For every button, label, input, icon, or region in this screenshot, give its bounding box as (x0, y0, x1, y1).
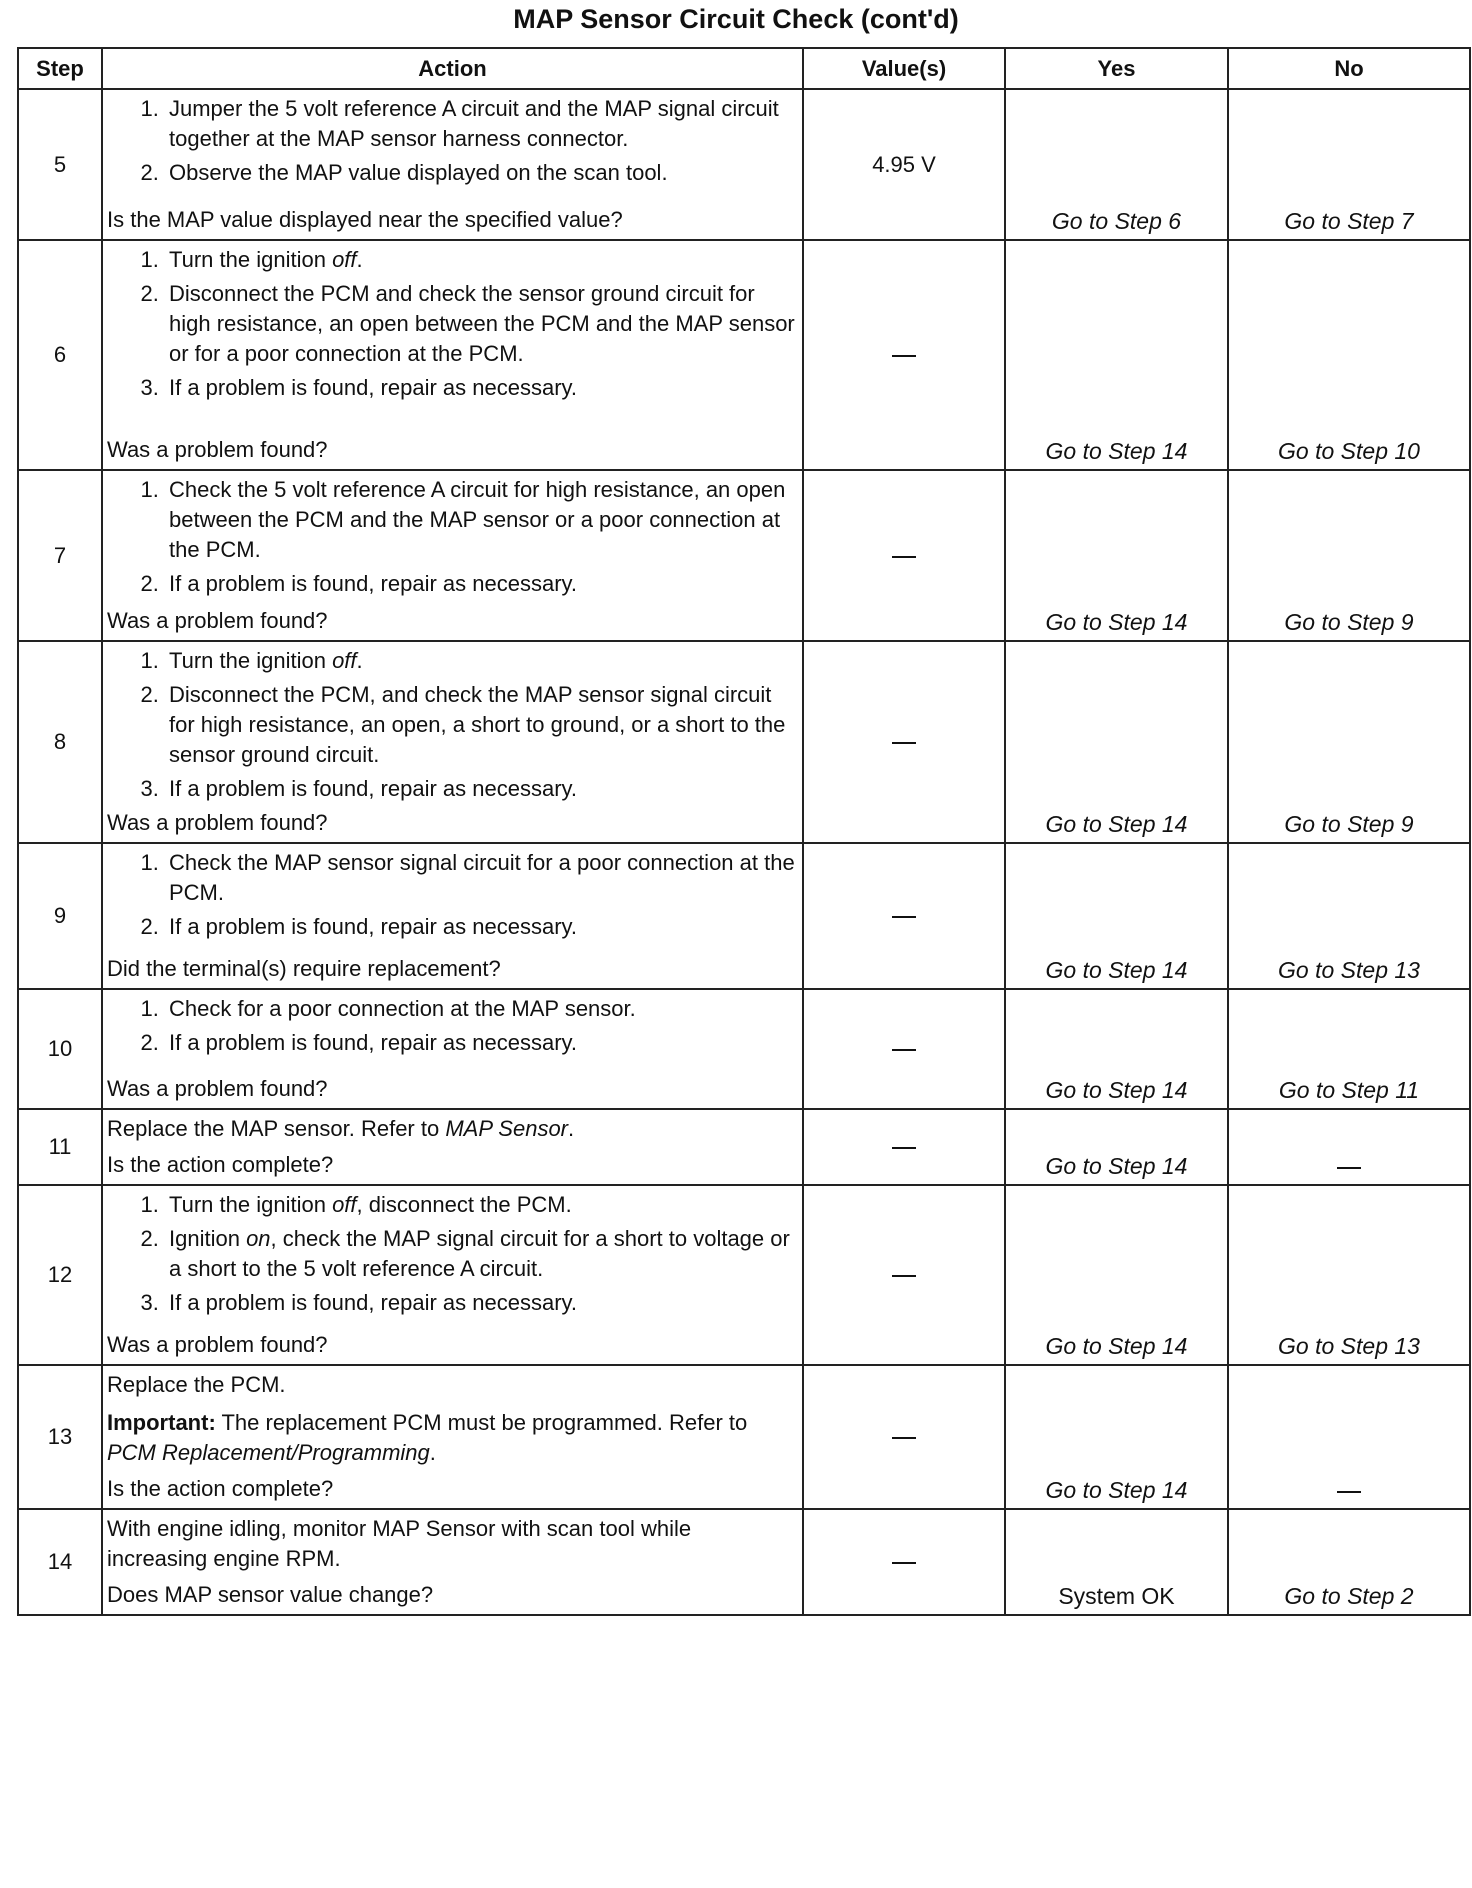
action-content (107, 473, 796, 636)
action-step: 1. Check the 5 volt reference A circuit for high resistance, an open between the PCM and the MAP sensor or a poor connection at the PCM. (165, 475, 796, 565)
table-body (18, 89, 1470, 1615)
action-cell (102, 1185, 803, 1365)
action-steps-list (107, 848, 796, 946)
dash-mark (892, 916, 916, 918)
dash-mark (892, 355, 916, 357)
emphasis-text: MAP Sensor (445, 1116, 569, 1141)
action-steps-list (107, 94, 796, 192)
emphasis-text: PCM Replacement/Programming (107, 1440, 430, 1465)
action-cell (102, 1509, 803, 1615)
value-cell (803, 843, 1005, 989)
table-row (18, 843, 1470, 989)
action-step: 3. If a problem is found, repair as necessary. (165, 373, 796, 403)
yes-cell: Go to Step 14 (1005, 1185, 1228, 1365)
header-no: No (1228, 48, 1470, 89)
yes-cell: Go to Step 14 (1005, 641, 1228, 843)
no-cell: Go to Step 13 (1228, 843, 1470, 989)
no-cell (1228, 1365, 1470, 1509)
value-cell (803, 641, 1005, 843)
header-step: Step (18, 48, 102, 89)
action-step: 2. Observe the MAP value displayed on the scan tool. (165, 158, 796, 188)
action-content (107, 644, 796, 838)
dash-mark (1337, 1167, 1361, 1169)
action-question: Did the terminal(s) require replacement? (107, 956, 501, 981)
important-label: Important: (107, 1410, 216, 1435)
table-row (18, 641, 1470, 843)
step-cell: 11 (18, 1109, 102, 1185)
table-row (18, 1185, 1470, 1365)
important-note: Important: The replacement PCM must be programmed. Refer to PCM Replacement/Programming. (107, 1410, 748, 1465)
action-paragraph: Replace the MAP sensor. Refer to MAP Sensor. (107, 1116, 575, 1141)
value-cell (803, 240, 1005, 470)
header-values: Value(s) (803, 48, 1005, 89)
action-step: 2. Disconnect the PCM, and check the MAP sensor signal circuit for high resistance, an open, a short to ground, or a short to the sensor ground circuit. (165, 680, 796, 770)
yes-cell: Go to Step 14 (1005, 843, 1228, 989)
action-step: 1. Check the MAP sensor signal circuit for a poor connection at the PCM. (165, 848, 796, 908)
no-cell: Go to Step 2 (1228, 1509, 1470, 1615)
action-question: Was a problem found? (107, 1076, 328, 1101)
table-row (18, 989, 1470, 1109)
header-action: Action (102, 48, 803, 89)
value-cell (803, 1365, 1005, 1509)
value-cell (803, 1109, 1005, 1185)
action-question: Was a problem found? (107, 437, 328, 462)
emphasis-text: on (246, 1226, 271, 1251)
action-step: 2. If a problem is found, repair as necessary. (165, 1028, 796, 1058)
dash-mark (892, 1275, 916, 1277)
action-content (107, 846, 796, 984)
step-cell: 10 (18, 989, 102, 1109)
yes-cell: Go to Step 6 (1005, 89, 1228, 240)
action-step: 1. Turn the ignition off. (165, 646, 796, 676)
action-cell (102, 89, 803, 240)
header-yes: Yes (1005, 48, 1228, 89)
page-title: MAP Sensor Circuit Check (cont'd) (513, 4, 959, 34)
action-question: Is the MAP value displayed near the specified value? (107, 207, 623, 232)
action-step: 3. If a problem is found, repair as necessary. (165, 1288, 796, 1318)
step-cell: 13 (18, 1365, 102, 1509)
dash-mark (1337, 1491, 1361, 1493)
action-content (107, 243, 796, 465)
action-step: 2. Ignition on, check the MAP signal circuit for a short to voltage or a short to the 5 volt reference A circuit. (165, 1224, 796, 1284)
step-cell: 8 (18, 641, 102, 843)
yes-cell: System OK (1005, 1509, 1228, 1615)
action-steps-list (107, 245, 796, 407)
step-cell: 9 (18, 843, 102, 989)
action-content (107, 92, 796, 235)
dash-mark (892, 1562, 916, 1564)
table-row (18, 89, 1470, 240)
action-question: Does MAP sensor value change? (107, 1582, 434, 1607)
step-cell: 6 (18, 240, 102, 470)
no-cell: Go to Step 9 (1228, 641, 1470, 843)
action-step: 2. If a problem is found, repair as necessary. (165, 912, 796, 942)
no-cell: Go to Step 13 (1228, 1185, 1470, 1365)
action-content (107, 992, 796, 1104)
action-step: 3. If a problem is found, repair as necessary. (165, 774, 796, 804)
table-row (18, 1365, 1470, 1509)
yes-cell: Go to Step 14 (1005, 470, 1228, 641)
action-steps-list (107, 475, 796, 603)
action-content (107, 1368, 796, 1504)
action-cell (102, 843, 803, 989)
action-step: 1. Jumper the 5 volt reference A circuit and the MAP signal circuit together at the MAP sensor harness connector. (165, 94, 796, 154)
dash-mark (892, 556, 916, 558)
table-header-row (18, 48, 1470, 89)
yes-cell: Go to Step 14 (1005, 1365, 1228, 1509)
action-paragraph: Replace the PCM. (107, 1372, 286, 1397)
action-steps-list (107, 1190, 796, 1322)
action-question: Was a problem found? (107, 608, 328, 633)
action-step: 1. Turn the ignition off, disconnect the PCM. (165, 1190, 796, 1220)
action-steps-list (107, 646, 796, 808)
no-cell (1228, 1109, 1470, 1185)
table-row (18, 1109, 1470, 1185)
yes-cell: Go to Step 14 (1005, 989, 1228, 1109)
action-cell (102, 470, 803, 641)
no-cell: Go to Step 9 (1228, 470, 1470, 641)
action-cell (102, 989, 803, 1109)
action-content (107, 1188, 796, 1360)
action-paragraph: With engine idling, monitor MAP Sensor with scan tool while increasing engine RPM. (107, 1516, 692, 1571)
action-step: 1. Turn the ignition off. (165, 245, 796, 275)
value-cell (803, 989, 1005, 1109)
action-question: Was a problem found? (107, 810, 328, 835)
step-cell: 5 (18, 89, 102, 240)
action-content (107, 1112, 796, 1180)
action-question: Was a problem found? (107, 1332, 328, 1357)
table-row (18, 240, 1470, 470)
emphasis-text: off (332, 1192, 357, 1217)
action-question: Is the action complete? (107, 1476, 334, 1501)
emphasis-text: off (332, 648, 357, 673)
value-cell (803, 470, 1005, 641)
action-cell (102, 240, 803, 470)
yes-cell: Go to Step 14 (1005, 240, 1228, 470)
dash-mark (892, 1437, 916, 1439)
diagnostic-table (17, 47, 1471, 1616)
no-cell: Go to Step 10 (1228, 240, 1470, 470)
action-question: Is the action complete? (107, 1152, 334, 1177)
table-row (18, 470, 1470, 641)
no-cell: Go to Step 7 (1228, 89, 1470, 240)
action-steps-list (107, 994, 796, 1062)
step-cell: 12 (18, 1185, 102, 1365)
dash-mark (892, 742, 916, 744)
action-step: 2. Disconnect the PCM and check the sensor ground circuit for high resistance, an open between the PCM and the MAP sensor or for a poor connection at the PCM. (165, 279, 796, 369)
dash-mark (892, 1147, 916, 1149)
value-cell (803, 1185, 1005, 1365)
no-cell: Go to Step 11 (1228, 989, 1470, 1109)
step-cell: 14 (18, 1509, 102, 1615)
action-step: 2. If a problem is found, repair as necessary. (165, 569, 796, 599)
action-cell (102, 641, 803, 843)
action-step: 1. Check for a poor connection at the MAP sensor. (165, 994, 796, 1024)
action-cell (102, 1109, 803, 1185)
yes-cell: Go to Step 14 (1005, 1109, 1228, 1185)
value-cell (803, 1509, 1005, 1615)
table-row (18, 1509, 1470, 1615)
step-cell: 7 (18, 470, 102, 641)
value-cell: 4.95 V (803, 89, 1005, 240)
emphasis-text: off (332, 247, 357, 272)
action-cell (102, 1365, 803, 1509)
dash-mark (892, 1049, 916, 1051)
action-content (107, 1512, 796, 1610)
